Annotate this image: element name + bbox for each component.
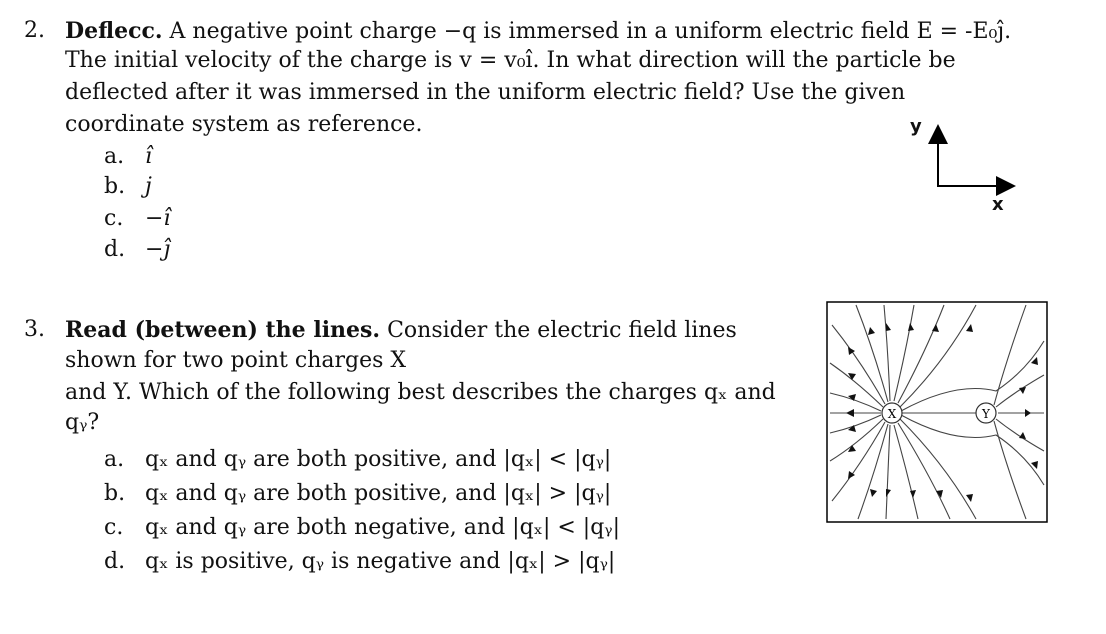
question-number: 2. — [24, 18, 45, 43]
question-3-line-2: shown for two point charges X — [65, 348, 407, 373]
option-b[interactable]: qₓ and qᵧ are both positive, and |qₓ| > |qᵧ| — [145, 481, 612, 506]
option-a[interactable]: qₓ and qᵧ are both positive, and |qₓ| < |qᵧ| — [145, 447, 612, 472]
option-a[interactable]: î — [145, 144, 153, 169]
coordinate-axes — [900, 112, 1030, 222]
option-d[interactable]: −ĵ — [145, 237, 171, 262]
option-letter: b. — [104, 174, 126, 199]
question-3-line-1 — [65, 316, 737, 345]
question-2-line-1 — [65, 17, 1011, 46]
question-text: A negative point charge −q is immersed in a uniform electric field E = -E₀ĵ. — [169, 19, 1012, 44]
field-lines-figure — [826, 301, 1048, 523]
field-lines-diagram — [826, 301, 1048, 523]
option-letter: a. — [104, 144, 125, 169]
option-c[interactable]: −î — [145, 206, 171, 231]
option-d[interactable]: qₓ is positive, qᵧ is negative and |qₓ| > |qᵧ| — [145, 549, 616, 574]
y-axis-label: y — [910, 116, 922, 137]
question-3-line-4: qᵧ? — [65, 410, 100, 435]
figure-frame — [827, 302, 1047, 522]
question-number: 3. — [24, 317, 45, 342]
option-letter: b. — [104, 481, 126, 506]
option-letter: d. — [104, 549, 126, 574]
option-letter: a. — [104, 447, 125, 472]
question-2-line-4: coordinate system as reference. — [65, 112, 423, 137]
question-2-line-3: deflected after it was immersed in the uniform electric field? Use the given — [65, 80, 906, 105]
option-letter: d. — [104, 237, 126, 262]
question-title: Deflecc. — [65, 18, 163, 44]
option-letter: c. — [104, 515, 124, 540]
option-letter: c. — [104, 206, 124, 231]
question-2-line-2: The initial velocity of the charge is v = v₀î. In what direction will the particle be — [65, 48, 956, 73]
option-b[interactable]: j — [145, 174, 152, 199]
x-axis-label: x — [992, 194, 1004, 215]
question-text: Consider the electric field lines — [387, 318, 737, 343]
charge-y-label: Y — [982, 407, 990, 421]
question-3-line-3: and Y. Which of the following best describes the charges qₓ and — [65, 380, 776, 405]
question-title: Read (between) the lines. — [65, 317, 381, 343]
charge-x-label: X — [887, 407, 897, 421]
option-c[interactable]: qₓ and qᵧ are both negative, and |qₓ| < |qᵧ| — [145, 515, 620, 540]
